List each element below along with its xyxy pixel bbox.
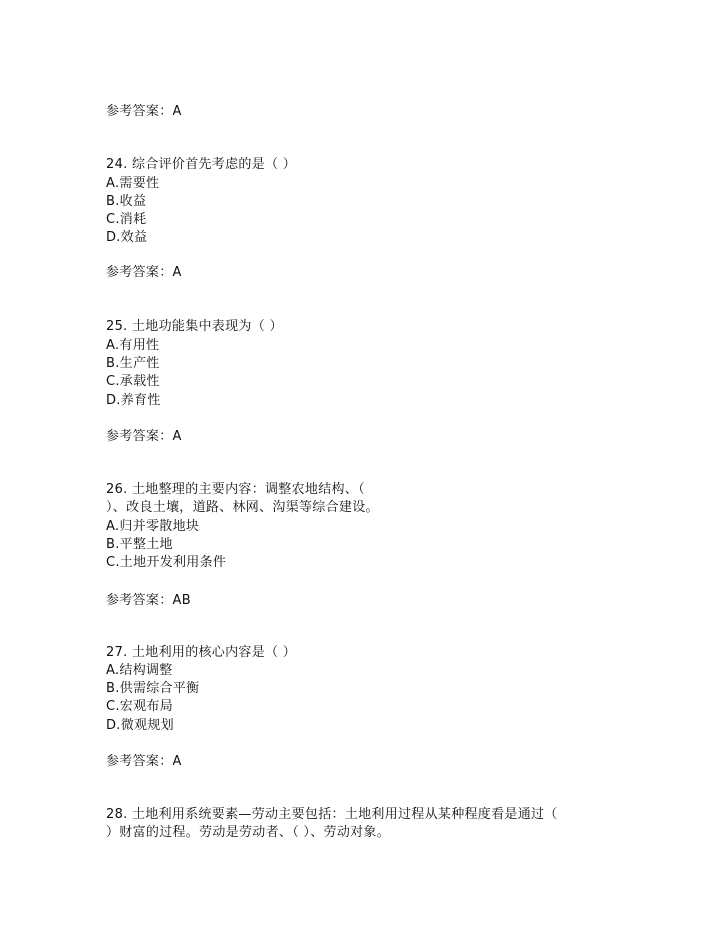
option-24-d: D.效益 — [106, 230, 148, 245]
answer-23: 参考答案：A — [106, 104, 182, 119]
option-26-b: B.平整土地 — [106, 537, 173, 552]
option-25-a: A.有用性 — [106, 338, 160, 353]
question-24: 24. 综合评价首先考虑的是（ ） — [106, 157, 297, 172]
question-26-line-2: ）、改良土壤，道路、林网、沟渠等综合建设。 — [106, 500, 379, 515]
option-24-b: B.收益 — [106, 194, 147, 209]
question-27: 27. 土地利用的核心内容是（ ） — [106, 645, 297, 660]
option-26-a: A.归并零散地块 — [106, 519, 200, 534]
option-27-c: C.宏观布局 — [106, 699, 174, 714]
answer-26: 参考答案：AB — [106, 593, 191, 608]
option-24-c: C.消耗 — [106, 212, 147, 227]
question-25: 25. 土地功能集中表现为（ ） — [106, 319, 283, 334]
option-27-b: B.供需综合平衡 — [106, 681, 200, 696]
option-25-b: B.生产性 — [106, 356, 160, 371]
question-26-line-1: 26. 土地整理的主要内容：调整农地结构、（ — [106, 482, 365, 497]
option-25-d: D.养育性 — [106, 393, 161, 408]
option-27-a: A.结构调整 — [106, 663, 173, 678]
option-25-c: C.承载性 — [106, 374, 160, 389]
question-28-line-2: ）财富的过程。劳动是劳动者、（ ）、劳动对象。 — [106, 825, 391, 840]
option-27-d: D.微观规划 — [106, 718, 174, 733]
option-24-a: A.需要性 — [106, 176, 160, 191]
answer-27: 参考答案：A — [106, 754, 182, 769]
option-26-c: C.土地开发利用条件 — [106, 555, 227, 570]
question-28-line-1: 28. 土地利用系统要素—劳动主要包括：土地利用过程从某种程度看是通过（ — [106, 807, 558, 822]
answer-24: 参考答案：A — [106, 265, 182, 280]
answer-25: 参考答案：A — [106, 429, 182, 444]
